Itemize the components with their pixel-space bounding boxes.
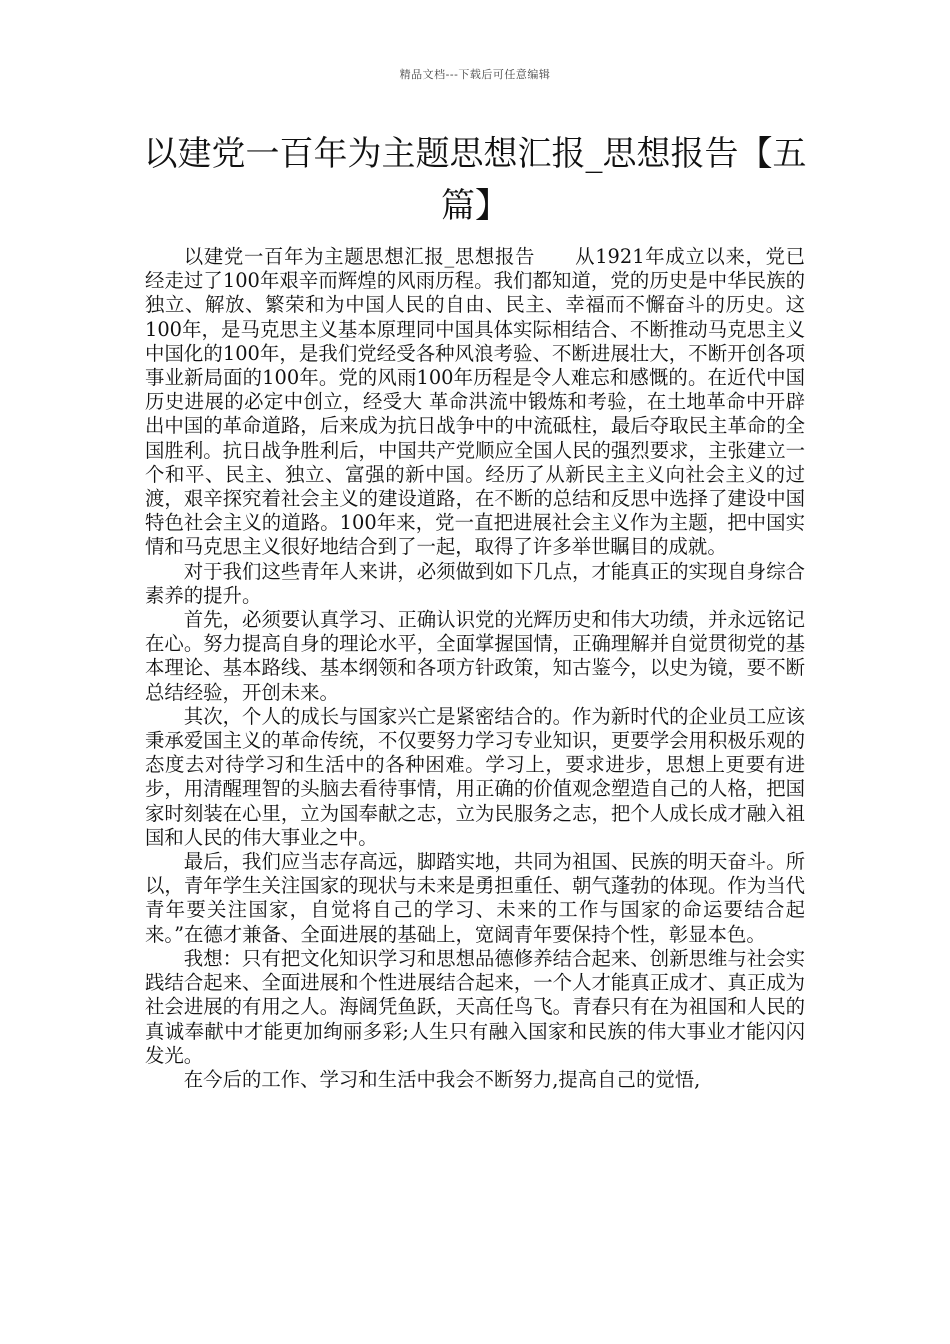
document-body — [145, 245, 805, 1092]
paragraph-future: 在今后的工作、学习和生活中我会不断努力,提高自己的觉悟, — [183, 1067, 701, 1091]
paragraph-last: 最后，我们应当志存高远，脚踏实地，共同为祖国、民族的明天奋斗。所以，青年学生关注国家的现状与未来是勇担重任、朝气蓬勃的体现。作为当代青年要关注国家，自觉将自己的学习、未来的工作与国家的命运要结合起来。”在德才兼备、全面进展的基础上，宽阔青年要保持个性，彰显本色。 — [145, 850, 805, 946]
paragraph-youth: 对于我们这些青年人来讲，必须做到如下几点，才能真正的实现自身综合素养的提升。 — [145, 559, 805, 607]
paragraph-first: 首先，必须要认真学习、正确认识党的光辉历史和伟大功绩，并永远铭记在心。努力提高自身的理论水平，全面掌握国情，正确理解并自觉贯彻党的基本理论、基本路线、基本纲领和各项方针政策，知古鉴今，以史为镜，要不断总结经验，开创未来。 — [145, 608, 805, 704]
paragraph-intro: 以建党一百年为主题思想汇报_思想报告 从1921年成立以来，党已经走过了100年艰辛而辉煌的风雨历程。我们都知道，党的历史是中华民族的独立、解放、繁荣和为中国人民的自由、民主、幸福而不懈奋斗的历史。这100年，是马克思主义基本原理同中国具体实际相结合、不断推动马克思主义中国化的100年，是我们党经受各种风浪考验、不断进展壮大，不断开创各项事业新局面的100年。党的风雨100年历程是令人难忘和感慨的。在近代中国历史进展的必定中创立，经受大 革命洪流中锻炼和考验，在土地革命中开辟出中国的革命道路，后来成为抗日战争中的中流砥柱，最后夺取民主革命的全国胜利。抗日战争胜利后，中国共产党顺应全国人民的强烈要求，主张建立一个和平、民主、独立、富强的新中国。经历了从新民主主义向社会主义的过渡，艰辛探究着社会主义的建设道路，在不断的总结和反思中选择了建设中国特色社会主义的道路。100年来，党一直把进展社会主义作为主题，把中国实情和马克思主义很好地结合到了一起，取得了许多举世瞩目的成就。 — [145, 245, 805, 559]
paragraph-thought: 我想：只有把文化知识学习和思想品德修养结合起来、创新思维与社会实践结合起来、全面进展和个性进展结合起来，一个人才能真正成才、真正成为社会进展的有用之人。海阔凭鱼跃，天高任鸟飞。青春只有在为祖国和人民的真诚奉献中才能更加绚丽多彩;人生只有融入国家和民族的伟大事业才能闪闪发光。 — [145, 946, 805, 1067]
page-header: 精品文档---下载后可任意编辑 — [399, 68, 551, 81]
document-title: 以建党一百年为主题思想汇报_思想报告【五篇】 — [143, 134, 807, 226]
paragraph-second: 其次，个人的成长与国家兴亡是紧密结合的。作为新时代的企业员工应该秉承爱国主义的革命传统，不仅要努力学习专业知识，更要学会用积极乐观的态度去对待学习和生活中的各种困难。学习上，要求进步，思想上更要有进步，用清醒理智的头脑去看待事情，用正确的价值观念塑造自己的人格，把国家时刻装在心里，立为国奉献之志，立为民服务之志，把个人成长成才融入祖国和人民的伟大事业之中。 — [145, 704, 805, 849]
